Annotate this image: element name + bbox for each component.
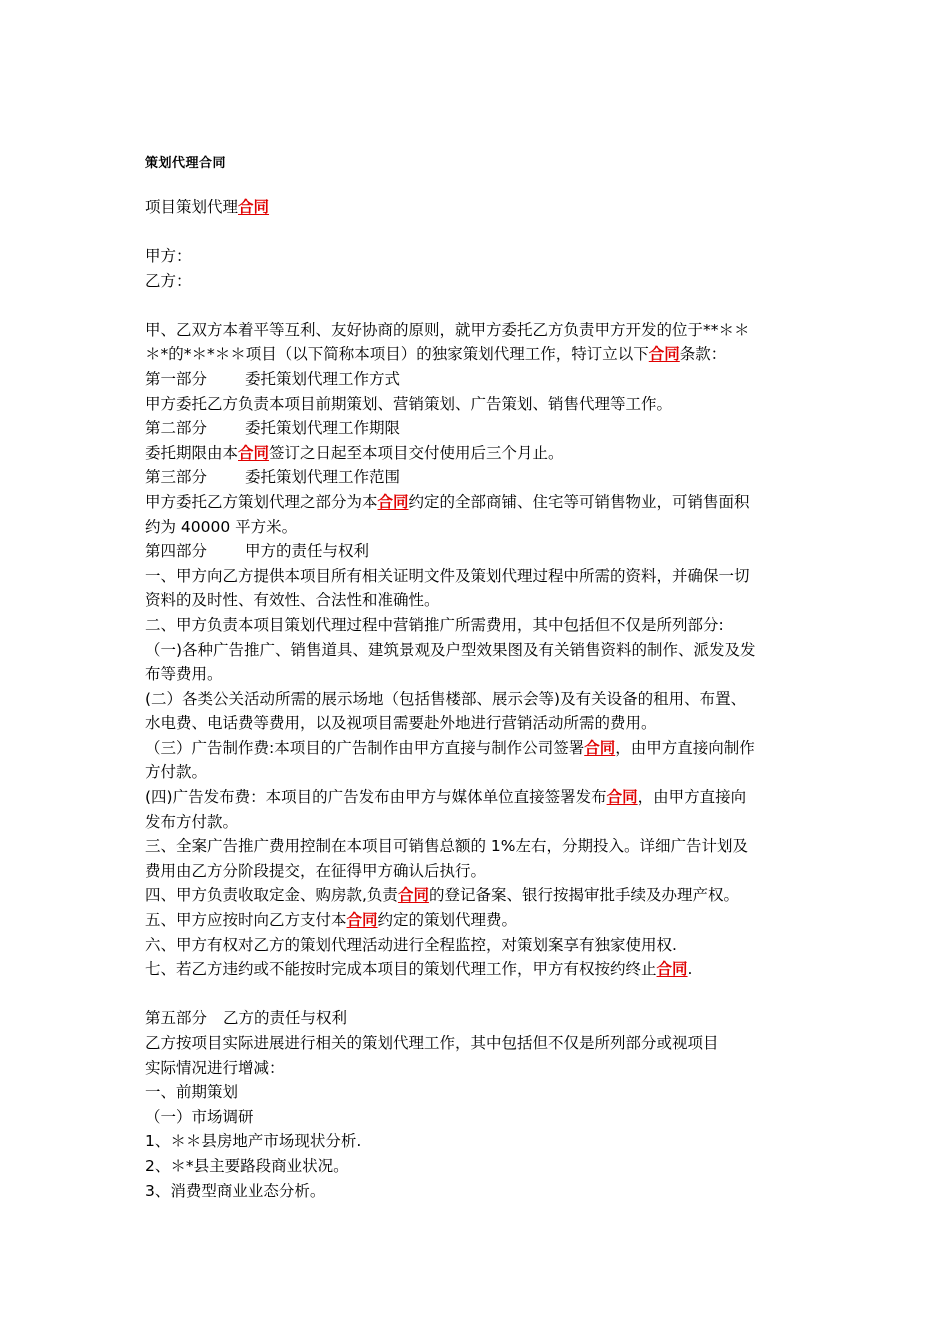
part-heading	[145, 465, 815, 490]
contract-link[interactable]: 合同	[606, 788, 638, 807]
clause-line: (二）各类公关活动所需的展示场地（包括售楼部、展示会等)及有关设备的租用、布置、	[145, 689, 747, 708]
clause-line: 二、甲方负责本项目策划代理过程中营销推广所需费用，其中包括但不仅是所列部分:	[145, 615, 724, 634]
intro-text: 条款：	[679, 345, 727, 364]
clause-segment: (四)广告发布费：本项目的广告发布由甲方与媒体单位直接签署发布	[145, 788, 607, 807]
intro-paragraph-line: 甲、乙双方本着平等互利、友好协商的原则，就甲方委托乙方负责甲方开发的位于**＊＊	[145, 320, 750, 339]
clause-line: 资料的及时性、有效性、合法性和准确性。	[145, 591, 440, 610]
part-heading	[145, 1006, 815, 1031]
part-heading	[145, 539, 815, 564]
clause-line: 方付款。	[145, 763, 208, 782]
clause-segment: （三）广告制作费:本项目的广告制作由甲方直接与制作公司签署	[145, 738, 585, 757]
clause-line: 乙方按项目实际进展进行相关的策划代理工作，其中包括但不仅是所列部分或视项目	[145, 1034, 719, 1052]
clause-segment: ，由甲方直接向制作	[615, 738, 755, 757]
clause-line: 布等费用。	[145, 665, 223, 684]
clause-line: 费用由乙方分阶段提交，在征得甲方确认后执行。	[145, 861, 487, 880]
document-subtitle	[145, 195, 269, 219]
clause-line: 一、前期策划	[145, 1083, 239, 1102]
clause-segment: 七、若乙方违约或不能按时完成本项目的策划代理工作，甲方有权按约终止	[145, 960, 657, 979]
clause-segment: .	[687, 960, 693, 979]
clause-segment: 五、甲方应按时向乙方支付本	[145, 911, 347, 930]
clause-segment: 四、甲方负责收取定金、购房款,负责	[145, 886, 398, 905]
contract-link[interactable]: 合同	[648, 345, 680, 364]
part-label: 第二部分	[145, 419, 208, 438]
contract-link[interactable]: 合同	[584, 738, 616, 757]
list-item: 3、消费型商业业态分析。	[145, 1181, 326, 1200]
part-heading	[145, 367, 815, 392]
part-label: 第五部分	[145, 1009, 208, 1028]
part-title: 乙方的责任与权利	[223, 1009, 348, 1028]
part-label: 第四部分	[145, 542, 208, 561]
part-title: 委托策划代理工作期限	[245, 419, 401, 438]
part-text: 甲方委托乙方负责本项目前期策划、营销策划、广告策划、销售代理等工作。	[145, 394, 673, 413]
list-item: 2、＊*县主要路段商业状况。	[145, 1156, 349, 1175]
part-label: 第三部分	[145, 468, 208, 487]
contract-link[interactable]: 合同	[656, 960, 688, 979]
clause-segment: 约定的策划代理费。	[377, 911, 518, 930]
contract-link[interactable]: 合同	[238, 198, 270, 216]
clause-segment: 的登记备案、银行按揭审批手续及办理产权。	[428, 886, 739, 905]
contract-link[interactable]: 合同	[238, 443, 270, 462]
contract-link[interactable]: 合同	[397, 886, 429, 905]
part-label: 第一部分	[145, 369, 208, 388]
part-text-segment: 甲方委托乙方策划代理之部分为本	[145, 492, 378, 511]
blank-line	[145, 293, 815, 318]
clause-line	[145, 957, 815, 982]
party-a-line: 甲方：	[145, 247, 192, 265]
clause-line: 发布方付款。	[145, 812, 239, 831]
clause-line	[145, 736, 815, 761]
intro-paragraph-line	[145, 342, 815, 367]
part-heading	[145, 416, 815, 441]
contract-link[interactable]: 合同	[346, 911, 378, 930]
clause-line	[145, 785, 815, 810]
part-text: 约为 40000 平方米。	[145, 517, 298, 536]
part-text	[145, 441, 815, 466]
list-item: 1、＊＊县房地产市场现状分析.	[145, 1132, 362, 1151]
clause-line: 实际情况进行增减：	[145, 1058, 285, 1077]
clause-line: （一）市场调研	[145, 1107, 254, 1126]
contract-link[interactable]: 合同	[377, 492, 409, 511]
clause-line: 三、全案广告推广费用控制在本项目可销售总额的 1%左右，分期投入。详细广告计划及	[145, 837, 749, 856]
part-title: 委托策划代理工作范围	[245, 468, 401, 487]
clause-line: 六、甲方有权对乙方的策划代理活动进行全程监控，对策划案享有独家使用权.	[145, 935, 677, 954]
clause-line: 水电费、电话费等费用，以及视项目需要赴外地进行营销活动所需的费用。	[145, 714, 657, 733]
document-body	[145, 244, 815, 1203]
document-title: 策划代理合同	[145, 156, 227, 171]
part-text-segment: 签订之日起至本项目交付使用后三个月止。	[269, 443, 564, 462]
part-text	[145, 490, 815, 515]
clause-line: （一)各种广告推广、销售道具、建筑景观及户型效果图及有关销售资料的制作、派发及发	[145, 640, 756, 659]
intro-text: ＊*的*＊*＊＊项目（以下简称本项目）的独家策划代理工作，特订立以下	[145, 345, 649, 364]
party-b-line: 乙方：	[145, 271, 192, 290]
clause-line: 一、甲方向乙方提供本项目所有相关证明文件及策划代理过程中所需的资料，并确保一切	[145, 566, 750, 585]
part-title: 甲方的责任与权利	[245, 542, 370, 561]
clause-line	[145, 908, 815, 933]
part-text-segment: 约定的全部商铺、住宅等可销售物业，可销售面积	[408, 492, 750, 511]
clause-segment: ，由甲方直接向	[637, 788, 747, 807]
subtitle-text: 项目策划代理	[145, 198, 239, 216]
clause-line	[145, 883, 815, 908]
blank-line	[145, 982, 815, 1007]
part-text-segment: 委托期限由本	[145, 443, 239, 462]
part-title: 委托策划代理工作方式	[245, 369, 401, 388]
